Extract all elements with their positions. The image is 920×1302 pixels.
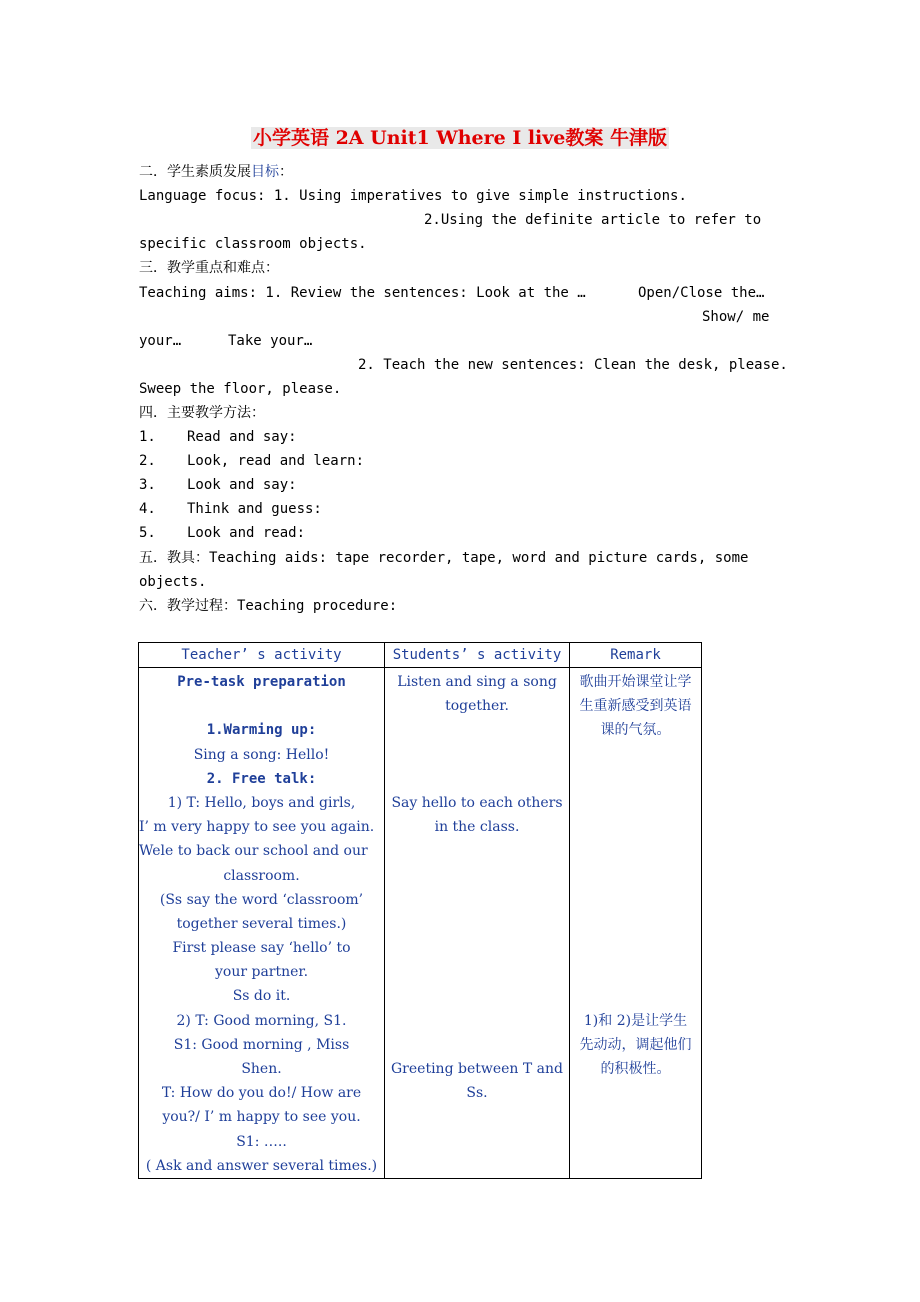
section-5-line-1: 五．教具：Teaching aids: tape recorder, tape, word and picture cards, some (139, 550, 749, 566)
students-line (385, 1033, 569, 1057)
section-2-heading: 二．学生素质发展目标： (139, 164, 293, 180)
students-line (385, 718, 569, 742)
language-focus-line-3: specific classroom objects. (139, 236, 367, 252)
remark-line: 的积极性。 (600, 1061, 671, 1077)
method-text: Look and read: (187, 525, 306, 541)
remark-line (570, 912, 701, 936)
teacher-line: ( Ask and answer several times.) (145, 1157, 378, 1174)
remark-line: 课的气氛。 (600, 722, 671, 739)
method-text: Read and say: (187, 429, 297, 445)
teacher-line: your partner. (214, 964, 309, 981)
students-line (385, 888, 569, 912)
students-line (385, 767, 569, 791)
students-line (385, 960, 569, 984)
remark-cell (570, 668, 702, 1179)
remark-line (570, 743, 701, 767)
teacher-line: Wele to back our school and our (139, 843, 368, 860)
teaching-aims-open-close: Open/Close the… (638, 285, 765, 301)
goal-link[interactable]: 目标 (251, 164, 279, 180)
students-line (385, 984, 569, 1008)
section-5-line-2: objects. (139, 574, 207, 590)
teacher-line (139, 694, 384, 718)
teacher-line: classroom. (223, 867, 300, 884)
method-item: 2. (139, 453, 156, 469)
remark-line (570, 984, 701, 1008)
teacher-line: First please say ‘hello’ to (172, 940, 351, 957)
method-item: 5. (139, 525, 156, 541)
students-line: Listen and sing a song (397, 674, 557, 690)
students-line: Ss. (466, 1085, 488, 1102)
teacher-line: you?/ I’ m happy to see you. (162, 1109, 361, 1126)
students-line: in the class. (434, 819, 520, 836)
teacher-line: Ss do it. (232, 988, 291, 1005)
remark-line: 1)和 2)是让学生 (583, 1012, 688, 1029)
language-focus-line-1: Language focus: 1. Using imperatives to give simple instructions. (139, 188, 687, 204)
remark-line (570, 936, 701, 960)
procedure-table (138, 642, 702, 1179)
students-line: together. (445, 698, 509, 715)
method-item: 4. (139, 501, 156, 517)
students-line (385, 839, 569, 863)
section-3-heading: 三．教学重点和难点： (139, 260, 279, 276)
language-focus-line-2: 2.Using the definite article to refer to (424, 212, 762, 228)
teacher-line: T: How do you do!/ How are (161, 1085, 362, 1102)
remark-line (570, 888, 701, 912)
teacher-line: (Ss say the word ‘classroom’ (159, 891, 364, 908)
teacher-line: I’ m very happy to see you again. (139, 819, 375, 836)
remark-line (570, 815, 701, 839)
section-4-heading: 四．主要教学方法： (139, 405, 265, 421)
teacher-line: Shen. (241, 1061, 282, 1077)
students-line: Say hello to each others (391, 794, 563, 811)
header-teacher-activity: Teacher’ s activity (139, 643, 385, 668)
teaching-aims-your: your… (139, 333, 182, 349)
teacher-line: S1: ….. (236, 1133, 287, 1150)
method-text: Look and say: (187, 477, 297, 493)
teacher-line: together several times.) (176, 915, 347, 932)
method-text: Think and guess: (187, 501, 322, 517)
students-line (385, 1009, 569, 1033)
teacher-line: 2) T: Good morning, S1. (176, 1012, 347, 1029)
remark-line (570, 960, 701, 984)
remark-line: 先动动，调起他们 (579, 1036, 692, 1053)
teacher-line: Pre-task preparation (177, 674, 346, 690)
students-line (385, 912, 569, 936)
students-line: Greeting between T and (391, 1061, 563, 1077)
remark-line: 生重新感受到英语 (579, 698, 692, 715)
header-remark: Remark (570, 643, 702, 668)
teaching-aims-line-1: Teaching aims: 1. Review the sentences: Look at the … (139, 285, 586, 301)
document-title: 小学英语 2A Unit1 Where I live教案 牛津版 (252, 127, 668, 149)
teacher-line: S1: Good morning , Miss (173, 1036, 350, 1053)
method-text: Look, read and learn: (187, 453, 365, 469)
students-line (385, 743, 569, 767)
students-activity-cell (385, 668, 570, 1179)
remark-line (570, 791, 701, 815)
teacher-line: 1.Warming up: (206, 722, 317, 739)
remark-line (570, 839, 701, 863)
teacher-line: 1) T: Hello, boys and girls, (167, 794, 356, 811)
remark-line (570, 767, 701, 791)
teaching-aims-show-me: Show/ me (702, 309, 770, 325)
teacher-activity-cell (139, 668, 385, 1179)
students-line (385, 936, 569, 960)
teaching-aims-line-2: 2. Teach the new sentences: Clean the desk, please. (358, 357, 788, 373)
header-students-activity: Students’ s activity (385, 643, 570, 668)
method-item: 1. (139, 429, 156, 445)
remark-line (570, 864, 701, 888)
section-6-heading: 六．教学过程：Teaching procedure: (139, 598, 398, 614)
students-line (385, 864, 569, 888)
teacher-line: 2. Free talk: (206, 770, 317, 787)
teaching-aims-line-3: Sweep the floor, please. (139, 381, 342, 397)
method-item: 3. (139, 477, 156, 493)
teaching-aims-take-your: Take your… (228, 333, 313, 349)
teacher-line: Sing a song: Hello! (193, 746, 330, 763)
remark-line: 歌曲开始课堂让学 (579, 674, 692, 690)
